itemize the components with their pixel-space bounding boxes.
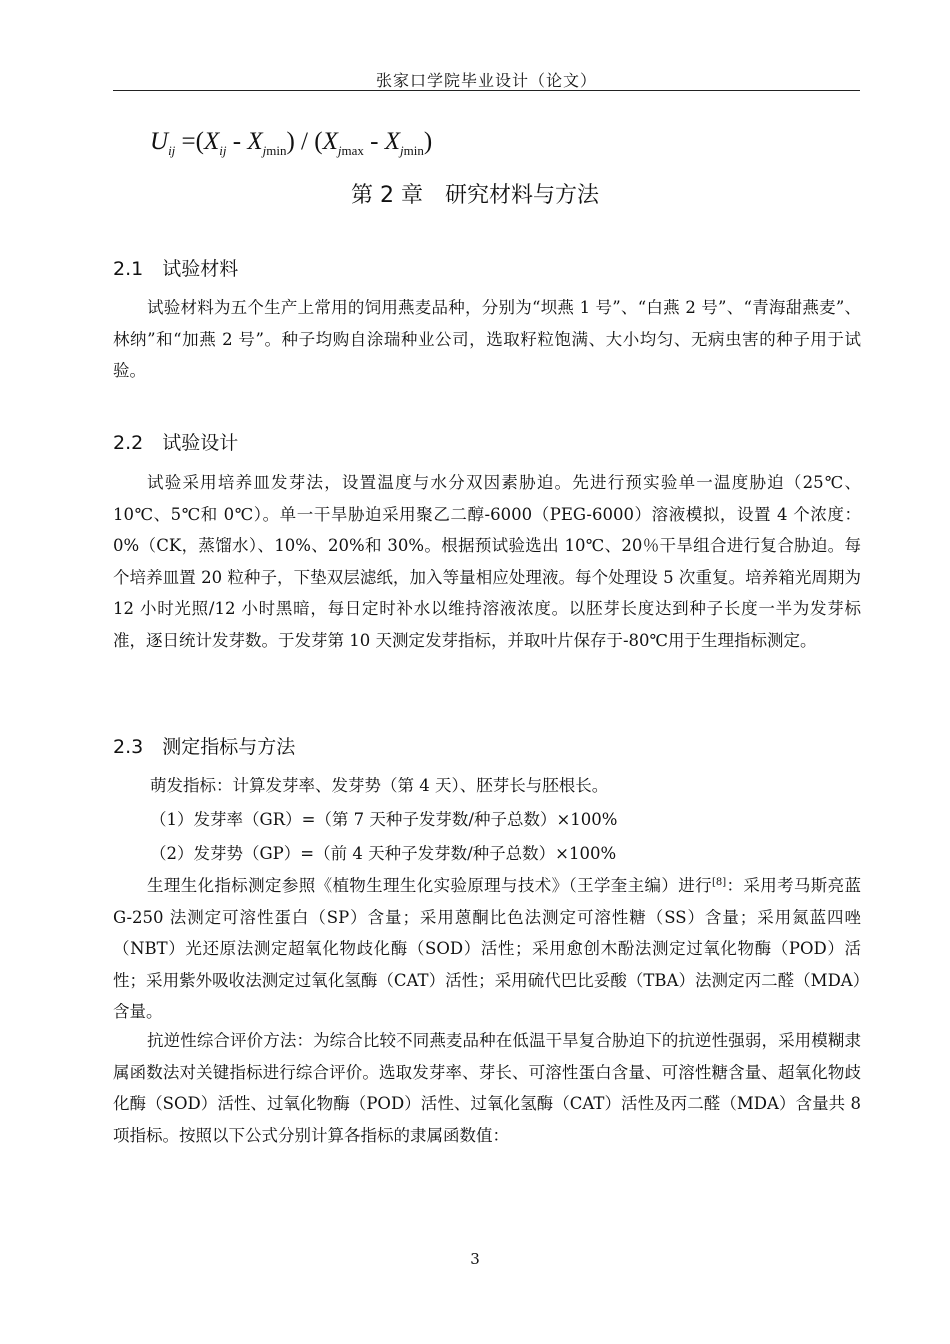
citation-ref: [8] bbox=[711, 877, 727, 888]
formula-x2: X bbox=[247, 128, 263, 155]
formula-x1: X bbox=[203, 128, 220, 155]
formula-x2-sub-j: j bbox=[262, 143, 267, 158]
page-number: 3 bbox=[470, 1250, 480, 1268]
paragraph-materials: 试验材料为五个生产上常用的饲用燕麦品种，分别为“坝燕 1 号”、“白燕 2 号”、“青海甜燕麦”、林纳”和“加燕 2 号”。种子均购自涂瑞种业公司，选取籽粒饱满、大小均匀、无病虫害的种子用于试验。 bbox=[113, 298, 861, 380]
formula-u-sub: ij bbox=[168, 143, 176, 158]
formula-x4: X bbox=[384, 128, 400, 155]
paragraph-evaluation: 抗逆性综合评价方法：为综合比较不同燕麦品种在低温干旱复合胁迫下的抗逆性强弱，采用模糊隶属函数法对关键指标进行综合评价。选取发芽率、芽长、可溶性蛋白含量、可溶性糖含量、超氧化物歧化酶（SOD）活性、过氧化物酶（POD）活性、过氧化氢酶（CAT）活性及丙二醛（MDA）含量共 8 项指标。按照以下公式分别计算各指标的隶属函数值： bbox=[113, 1031, 861, 1145]
formula-close: ) bbox=[423, 128, 433, 155]
physiology-text-a: 生理生化指标测定参照《植物生理生化实验原理与技术》（王学奎主编）进行 bbox=[147, 876, 712, 895]
section-heading-2-2: 2.2 试验设计 bbox=[113, 432, 239, 454]
formula-x4-sub-min: min bbox=[403, 143, 424, 158]
germination-potential-formula: （2）发芽势（GP）=（前 4 天种子发芽数/种子总数）×100% bbox=[150, 844, 617, 863]
formula-x3-sub-j: j bbox=[337, 143, 342, 158]
header-rule bbox=[113, 90, 860, 91]
formula-x3-sub-max: max bbox=[341, 143, 364, 158]
formula-x3: X bbox=[322, 128, 338, 155]
membership-formula bbox=[150, 128, 432, 159]
germination-rate-formula: （1）发芽率（GR）=（第 7 天种子发芽数/种子总数）×100% bbox=[150, 810, 618, 829]
page-header: 张家口学院毕业设计（论文） bbox=[375, 71, 597, 90]
formula-minus-2: - bbox=[363, 128, 385, 155]
formula-x4-sub-j: j bbox=[399, 143, 404, 158]
formula-x2-sub-min: min bbox=[266, 143, 287, 158]
section-heading-2-3: 2.3 测定指标与方法 bbox=[113, 736, 296, 758]
paragraph-design: 试验采用培养皿发芽法，设置温度与水分双因素胁迫。先进行预实验单一温度胁迫（25℃、10℃、5℃和 0℃）。单一干旱胁迫采用聚乙二醇-6000（PEG-6000）溶液模拟，设置 4 个浓度：0%（CK，蒸馏水）、10%、20%和 30%。根据预试验选出 10℃、20％干旱组合进行复合胁迫。每个培养皿置 20 粒种子，下垫双层滤纸，加入等量相应处理液。每个处理设 5 次重复。培养箱光周期为 12 小时光照/12 小时黑暗，每日定时补水以维持溶液浓度。以胚芽长度达到种子长度一半为发芽标准，逐日统计发芽数。于发芽第 10 天测定发芽指标，并取叶片保存于-80℃用于生理指标测定。 bbox=[113, 473, 861, 650]
formula-x1-sub: ij bbox=[219, 143, 227, 158]
formula-middle: ) / ( bbox=[286, 128, 323, 155]
physiology-text-b: ：采用考马斯亮蓝 G-250 法测定可溶性蛋白（SP）含量；采用蒽酮比色法测定可溶性糖（SS）含量；采用氮蓝四唑（NBT）光还原法测定超氧化物歧化酶（SOD）活性；采用愈创木酚法测定过氧化物酶（POD）活性；采用紫外吸收法测定过氧化氢酶（CAT）活性；采用硫代巴比妥酸（TBA）法测定丙二醛（MDA）含量。 bbox=[113, 876, 862, 1021]
germination-indicators-line: 萌发指标：计算发芽率、发芽势（第 4 天）、胚芽长与胚根长。 bbox=[150, 776, 609, 795]
chapter-title: 第 2 章 研究材料与方法 bbox=[351, 183, 599, 208]
formula-u: U bbox=[150, 128, 169, 155]
formula-equals: =( bbox=[181, 128, 204, 155]
paragraph-physiology bbox=[113, 867, 861, 1028]
formula-minus-1: - bbox=[226, 128, 248, 155]
section-heading-2-1: 2.1 试验材料 bbox=[113, 258, 239, 280]
